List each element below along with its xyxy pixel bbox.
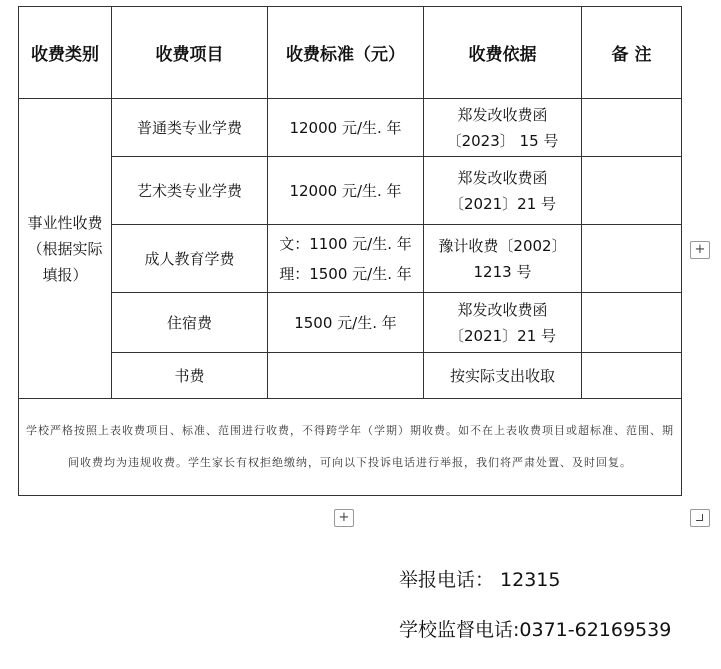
fee-standard-line: 12000 元/生. 年 xyxy=(289,118,402,137)
fee-note xyxy=(582,293,682,353)
fee-standard xyxy=(268,157,424,225)
fee-note xyxy=(582,99,682,157)
fee-basis-line: 郑发改收费函 xyxy=(457,168,548,187)
fee-basis-line: 郑发改收费函 xyxy=(457,300,548,319)
fee-basis-line: 1213 号 xyxy=(473,262,532,281)
fee-basis-line: 〔2021〕21 号 xyxy=(448,194,557,213)
notice-row xyxy=(19,399,682,496)
fee-basis xyxy=(424,99,582,157)
table-resize-handle-icon[interactable] xyxy=(690,509,710,527)
fee-table xyxy=(18,6,682,496)
table-row xyxy=(19,157,682,225)
table-row xyxy=(19,293,682,353)
fee-basis-line: 豫计收费〔2002〕 xyxy=(438,236,567,255)
table-row xyxy=(19,99,682,157)
fee-note xyxy=(582,225,682,293)
fee-standard-line: 1500 元/生. 年 xyxy=(294,313,397,332)
fee-note xyxy=(582,157,682,225)
fee-standard-line: 文：1100 元/生. 年 xyxy=(279,234,412,253)
fee-note xyxy=(582,353,682,399)
fee-standard xyxy=(268,99,424,157)
add-column-button[interactable]: + xyxy=(690,241,710,259)
fee-basis xyxy=(424,225,582,293)
header-category: 收费类别 xyxy=(19,7,112,99)
fee-item: 住宿费 xyxy=(112,293,268,353)
fee-basis-line: 郑发改收费函 xyxy=(457,105,548,124)
fee-basis xyxy=(424,293,582,353)
fee-basis-line: 〔2021〕21 号 xyxy=(448,326,557,345)
fee-basis-line: 〔2023〕 15 号 xyxy=(446,131,559,150)
table-row xyxy=(19,225,682,293)
header-standard: 收费标准（元） xyxy=(268,7,424,99)
add-row-button[interactable]: + xyxy=(334,509,354,527)
header-basis: 收费依据 xyxy=(424,7,582,99)
header-row xyxy=(19,7,682,99)
fee-item: 艺术类专业学费 xyxy=(112,157,268,225)
report-phone: 举报电话： 12315 xyxy=(399,569,561,591)
fee-item: 普通类专业学费 xyxy=(112,99,268,157)
fee-standard-line: 12000 元/生. 年 xyxy=(289,181,402,200)
fee-basis xyxy=(424,353,582,399)
header-item: 收费项目 xyxy=(112,7,268,99)
fee-category-cell: 事业性收费（根据实际填报） xyxy=(19,99,112,399)
table-row xyxy=(19,353,682,399)
fee-basis-line: 按实际支出收取 xyxy=(449,366,555,385)
fee-standard xyxy=(268,225,424,293)
fee-basis xyxy=(424,157,582,225)
fee-standard-line: 理：1500 元/生. 年 xyxy=(279,264,412,283)
fee-item: 书费 xyxy=(112,353,268,399)
fee-notice: 学校严格按照上表收费项目、标准、范围进行收费，不得跨学年（学期）期收费。如不在上表收费项目或超标准、范围、期间收费均为违规收费。学生家长有权拒绝缴纳，可向以下投诉电话进行举报，我们将严肃处置、及时回复。 xyxy=(19,399,682,496)
fee-standard xyxy=(268,353,424,399)
fee-item: 成人教育学费 xyxy=(112,225,268,293)
supervision-phone: 学校监督电话:0371-62169539 xyxy=(399,619,672,641)
header-note: 备 注 xyxy=(582,7,682,99)
fee-standard xyxy=(268,293,424,353)
